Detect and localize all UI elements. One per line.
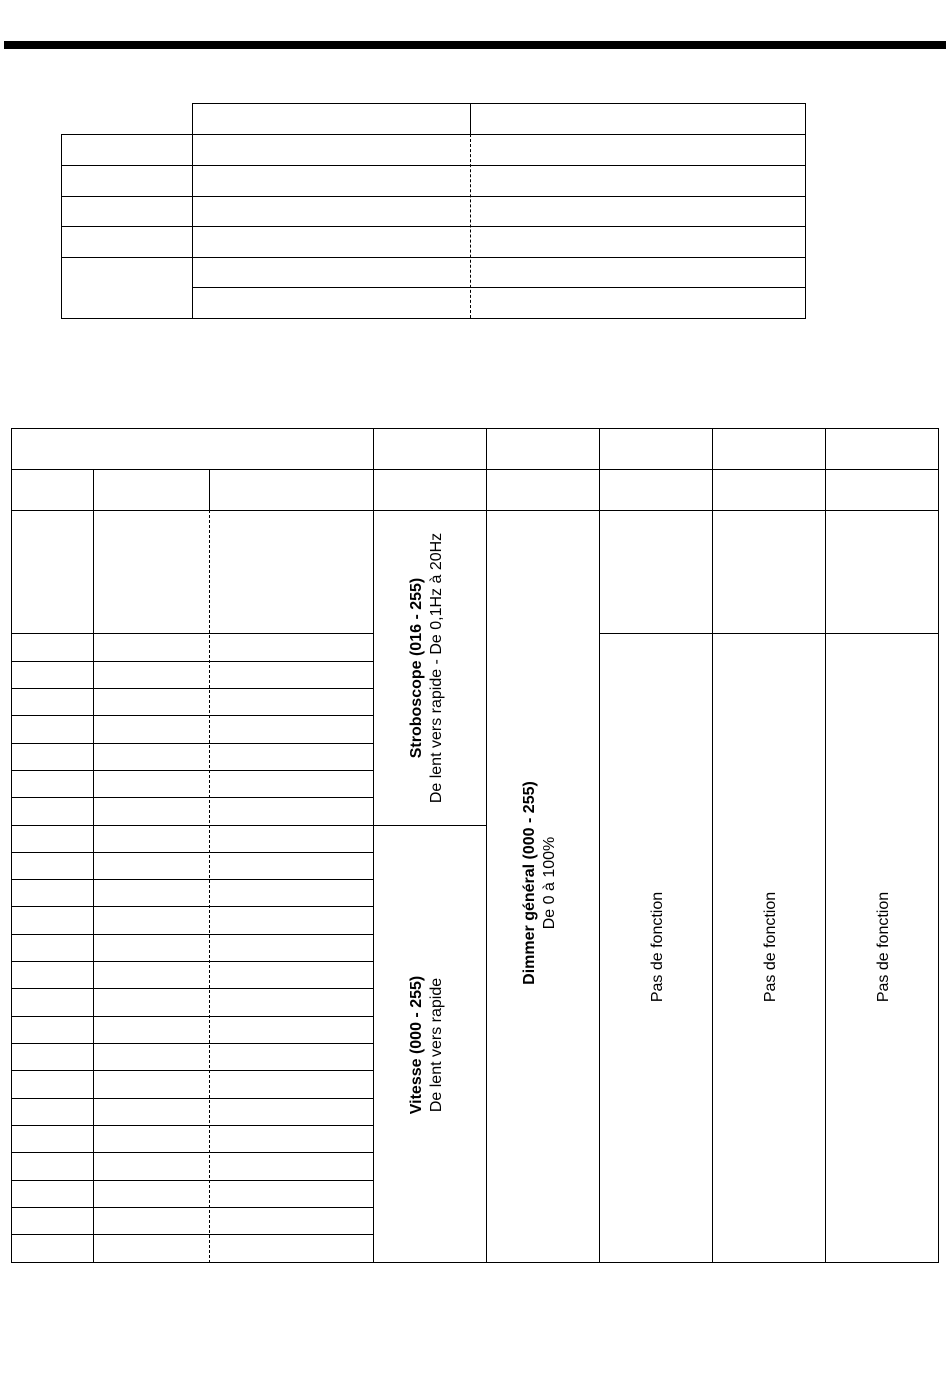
no-function-cell-1: Pas de fonction	[649, 891, 666, 1003]
speed-cell-text	[407, 920, 451, 1170]
dimmer-cell-text	[520, 748, 564, 1018]
top-rule	[4, 41, 946, 49]
dimmer-title: Dimmer général (000 - 255)	[521, 781, 538, 985]
strobe-description: De lent vers rapide - De 0,1Hz à 20Hz	[428, 532, 445, 804]
speed-title: Vitesse (000 - 255)	[408, 975, 425, 1115]
dimmer-description: De 0 à 100%	[541, 836, 558, 930]
strobe-cell-text	[407, 518, 451, 818]
no-function-cell-2: Pas de fonction	[762, 891, 779, 1003]
strobe-title: Stroboscope (016 - 255)	[408, 577, 425, 759]
no-function-cell-3: Pas de fonction	[875, 891, 892, 1003]
speed-description: De lent vers rapide	[428, 977, 445, 1113]
